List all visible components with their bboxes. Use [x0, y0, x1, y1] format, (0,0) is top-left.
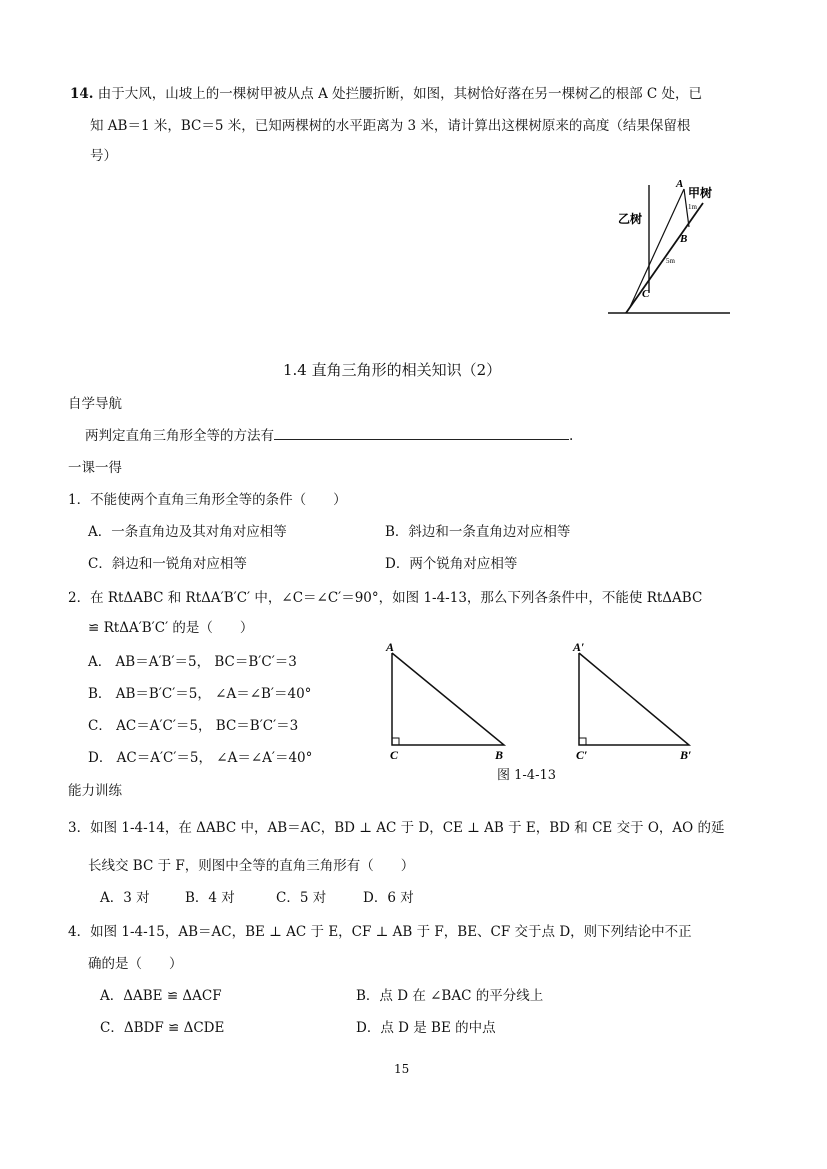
triangle-abc: [385, 640, 504, 762]
q3-option-c: C．5 对: [276, 890, 327, 906]
self-study-end: .: [569, 428, 574, 444]
q3-option-b: B．4 对: [185, 890, 235, 906]
q1-option-b: B．斜边和一条直角边对应相等: [385, 524, 571, 540]
q4-option-c: C．ΔBDF ≌ ΔCDE: [100, 1020, 225, 1036]
q14-line-1: [70, 84, 702, 104]
q1-stem: 1．不能使两个直角三角形全等的条件（ ）: [68, 492, 347, 508]
q14-text-1: 由于大风，山坡上的一棵树甲被从点 A 处拦腰折断，如图，其树恰好落在另一棵树乙的根部 C 处，已: [97, 86, 703, 102]
q14-label-c: C: [642, 288, 650, 300]
q3-option-a: A．3 对: [100, 890, 150, 906]
q14-label-a: A: [676, 178, 684, 190]
tri1-label-b: B: [495, 748, 504, 762]
q3-stem-1: 3．如图 1-4-14，在 ΔABC 中，AB＝AC，BD ⊥ AC 于 D，CE ⊥ AB 于 E，BD 和 CE 交于 O，AO 的延: [68, 820, 725, 836]
q1-option-c: C．斜边和一锐角对应相等: [88, 556, 247, 572]
q1-option-d: D．两个锐角对应相等: [385, 556, 518, 572]
q14-label-1m: 1m: [688, 203, 697, 211]
answer-blank[interactable]: [274, 425, 569, 440]
q2-triangles-figure: [380, 637, 710, 767]
q2-stem-1: 2．在 RtΔABC 和 RtΔA′B′C′ 中，∠C＝∠C′＝90°，如图 1-4-13，那么下列各条件中，不能使 RtΔABC: [68, 590, 703, 606]
tri2-label-a: A′: [573, 640, 585, 654]
tri2-label-c: C′: [576, 748, 588, 762]
q3-stem-2: 长线交 BC 于 F，则图中全等的直角三角形有（ ）: [88, 858, 415, 874]
section-title: 1.4 直角三角形的相关知识（2）: [283, 361, 502, 379]
q2-option-a: A． AB＝A′B′＝5， BC＝B′C′＝3: [88, 654, 297, 670]
tri2-label-b: B′: [680, 748, 692, 762]
lesson-heading: 一课一得: [68, 460, 122, 476]
q2-option-d: D． AC＝A′C′＝5， ∠A＝∠A′＝40°: [88, 750, 313, 766]
tri1-label-c: C: [390, 748, 399, 762]
training-heading: 能力训练: [68, 783, 122, 799]
q4-option-a: A．ΔABE ≌ ΔACF: [100, 988, 222, 1004]
self-study-prompt: 两判定直角三角形全等的方法有: [85, 428, 274, 444]
q14-number: 14.: [70, 86, 94, 102]
q14-line-3: 号）: [90, 148, 117, 164]
q14-label-tree-jia: 甲树: [688, 186, 713, 200]
q2-option-b: B． AB＝B′C′＝5， ∠A＝∠B′＝40°: [88, 686, 312, 702]
q2-stem-2: ≌ RtΔA′B′C′ 的是（ ）: [88, 620, 254, 636]
q14-label-b: B: [680, 233, 688, 245]
self-study-heading: 自学导航: [68, 396, 122, 412]
q14-label-tree-yi: 乙树: [618, 212, 643, 226]
q3-option-d: D．6 对: [363, 890, 414, 906]
page-number: 15: [394, 1062, 410, 1076]
figure-caption: 图 1-4-13: [497, 768, 557, 783]
q14-label-5m: 5m: [666, 257, 675, 265]
q14-tree-figure: [600, 175, 735, 320]
q4-stem-1: 4．如图 1-4-15，AB＝AC，BE ⊥ AC 于 E，CF ⊥ AB 于 F，BE、CF 交于点 D，则下列结论中不正: [68, 924, 692, 940]
q2-option-c: C． AC＝A′C′＝5， BC＝B′C′＝3: [88, 718, 299, 734]
tri1-label-a: A: [386, 640, 395, 654]
q4-stem-2: 确的是（ ）: [88, 956, 183, 972]
triangle-a-prime-b-prime-c-prime: [572, 640, 691, 762]
q4-option-d: D．点 D 是 BE 的中点: [356, 1020, 496, 1036]
q4-option-b: B．点 D 在 ∠BAC 的平分线上: [356, 988, 544, 1004]
q14-line-2: 知 AB＝1 米，BC＝5 米，已知两棵树的水平距离为 3 米，请计算出这棵树原来的高度（结果保留根: [90, 118, 691, 134]
q1-option-a: A．一条直角边及其对角对应相等: [88, 524, 287, 540]
self-study-line: [85, 425, 573, 446]
